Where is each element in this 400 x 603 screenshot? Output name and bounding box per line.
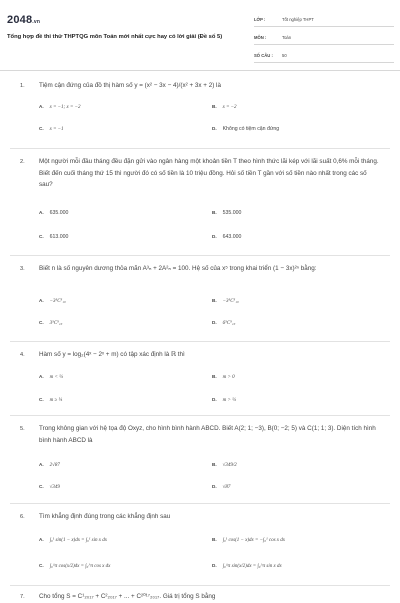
option-b[interactable]: B. m > 0 <box>212 374 235 380</box>
site-logo[interactable]: 2048.vn <box>7 14 41 26</box>
question-text: Một người mỗi đầu tháng đều đặn gửi vào ngân hàng một khoản tiền T theo hình thức lãi kép với lãi suất 0,6% mỗi tháng. Biết đến cuối tháng thứ 15 thì người đó có số tiền là 10 triệu đồng. Hỏi số tiền T gần với số tiền nào nhất trong các số sau? <box>39 158 379 188</box>
option-c[interactable]: C. √349 <box>39 484 60 490</box>
meta-row-count: SỐ CÂU : 50 <box>254 50 394 63</box>
option-b[interactable]: B. 535.000 <box>212 210 242 216</box>
option-a[interactable]: A. m < ¼ <box>39 374 63 380</box>
question-text: Hàm số y = log₂(4ˣ − 2ˣ + m) có tập xác định là ℝ thì <box>39 351 185 358</box>
question-divider <box>10 503 390 504</box>
option-c[interactable]: C. x = −1 <box>39 126 64 132</box>
option-c[interactable]: C. ∫₀^π cos(x/2)dx = ∫₀^π cos x dx <box>39 563 111 569</box>
option-a[interactable]: A. 2√87 <box>39 462 60 468</box>
question-divider <box>10 148 390 149</box>
header-divider <box>0 70 400 71</box>
page: 2048.vn Tổng hợp đề thi thử THPTQG môn Toán mới nhất cực hay có lời giải (Đề số 5) LỚP : Tốt nghiệp THPT MÔN : Toán SỐ CÂU : 50 1. Tiệm cận đứng của đồ thị hàm số y = (x² − 3x − 4)/(x² + 3x + 2) là A. x = −1; x = −2 B. x = −2 C. x = −1 D. Không có tiệm cận đứng 2. Một người mỗi đầu tháng đều đặn gửi vào ngân hàng một khoản tiền T theo hình thức lãi kép với lãi suất 0,6% mỗi tháng. Biết đến cuối tháng thứ 15 thì người đó có số tiền là 10 triệu đồng. Hỏi số tiền T gần với số tiền nào nhất trong các số sau? A. 635.000 B. 535.000 C. 613.000 D. 643.000 3. Biết n là số nguyên dương thỏa mãn A³ₙ + 2A²ₙ = 100. Hệ số của x⁵ trong khai triển (1 − 3x)²ⁿ bằng: A. −3⁵C⁵₁₀ B. −3⁵C⁵₁₀ C. 3⁵C⁵₁₀ D. 6⁵C⁵₁₀ 4. Hàm số y = log₂(4ˣ − 2ˣ + m) có tập xác định là ℝ thì A. m < ¼ B. m > 0 C. m ≥ ¼ D. m > ¼ 5. Trong không gian với hệ tọa độ Oxyz, cho hình bình hành ABCD. Biết A(2; 1; −3), B(0; −2; 5) và C(1; 1; 3). Diện tích hình bình hành ABCD là A. 2√87 B. √349/2 C. √349 D. √87 6. Tìm khẳng định đúng trong các khẳng định sau A. ∫₀¹ sin(1 − x)dx = ∫₀¹ sin x dx B. ∫₀¹ cos(1 − x)dx = −∫₀¹ cos x dx C. ∫₀^π cos(x/2)dx = ∫₀^π cos x dx D. ∫₀^π sin(x/2)dx = ∫₀^π sin x dx 7. Cho tổng S = C¹₂₀₁₇ + C²₂₀₁₇ + ... + C²⁰¹⁷₂₀₁₇. Giá trị tổng S bằng <box>0 0 400 600</box>
meta-row-class: LỚP : Tốt nghiệp THPT <box>254 14 394 27</box>
question-divider <box>10 341 390 342</box>
option-a[interactable]: A. −3⁵C⁵₁₀ <box>39 298 66 304</box>
question-divider <box>10 585 390 586</box>
option-c[interactable]: C. 613.000 <box>39 234 69 240</box>
question-text: Tìm khẳng định đúng trong các khẳng định sau <box>39 513 171 520</box>
option-a[interactable]: A. x = −1; x = −2 <box>39 104 81 110</box>
option-d[interactable]: D. 643.000 <box>212 234 242 240</box>
option-b[interactable]: B. x = −2 <box>212 104 237 110</box>
question-divider <box>10 255 390 256</box>
meta-row-subject: MÔN : Toán <box>254 32 394 45</box>
question-text: Cho tổng S = C¹₂₀₁₇ + C²₂₀₁₇ + ... + C²⁰¹⁷₂₀₁₇. Giá trị tổng S bằng <box>39 593 216 600</box>
option-a[interactable]: A. 635.000 <box>39 210 69 216</box>
option-d[interactable]: D. ∫₀^π sin(x/2)dx = ∫₀^π sin x dx <box>212 563 282 569</box>
option-b[interactable]: B. −3⁵C⁵₁₀ <box>212 298 239 304</box>
question-text: Tiệm cận đứng của đồ thị hàm số y = (x² − 3x − 4)/(x² + 3x + 2) là <box>39 82 221 89</box>
option-c[interactable]: C. m ≥ ¼ <box>39 397 63 403</box>
option-d[interactable]: D. m > ¼ <box>212 397 236 403</box>
question-divider <box>10 415 390 416</box>
option-a[interactable]: A. ∫₀¹ sin(1 − x)dx = ∫₀¹ sin x dx <box>39 537 107 543</box>
option-b[interactable]: B. ∫₀¹ cos(1 − x)dx = −∫₀¹ cos x dx <box>212 537 285 543</box>
option-c[interactable]: C. 3⁵C⁵₁₀ <box>39 320 63 326</box>
option-d[interactable]: D. 6⁵C⁵₁₀ <box>212 320 236 326</box>
option-d[interactable]: D. Không có tiệm cận đứng <box>212 126 280 132</box>
option-d[interactable]: D. √87 <box>212 484 231 490</box>
question-text: Trong không gian với hệ tọa độ Oxyz, cho hình bình hành ABCD. Biết A(2; 1; −3), B(0; −2; 5) và C(1; 1; 3). Diện tích hình bình hành ABCD là <box>39 425 376 444</box>
document-meta <box>254 14 394 68</box>
document-title: Tổng hợp đề thi thử THPTQG môn Toán mới nhất cực hay có lời giải (Đề số 5) <box>7 34 223 40</box>
question-text: Biết n là số nguyên dương thỏa mãn A³ₙ + 2A²ₙ = 100. Hệ số của x⁵ trong khai triển (1 − 3x)²ⁿ bằng: <box>39 265 317 272</box>
option-b[interactable]: B. √349/2 <box>212 462 237 468</box>
